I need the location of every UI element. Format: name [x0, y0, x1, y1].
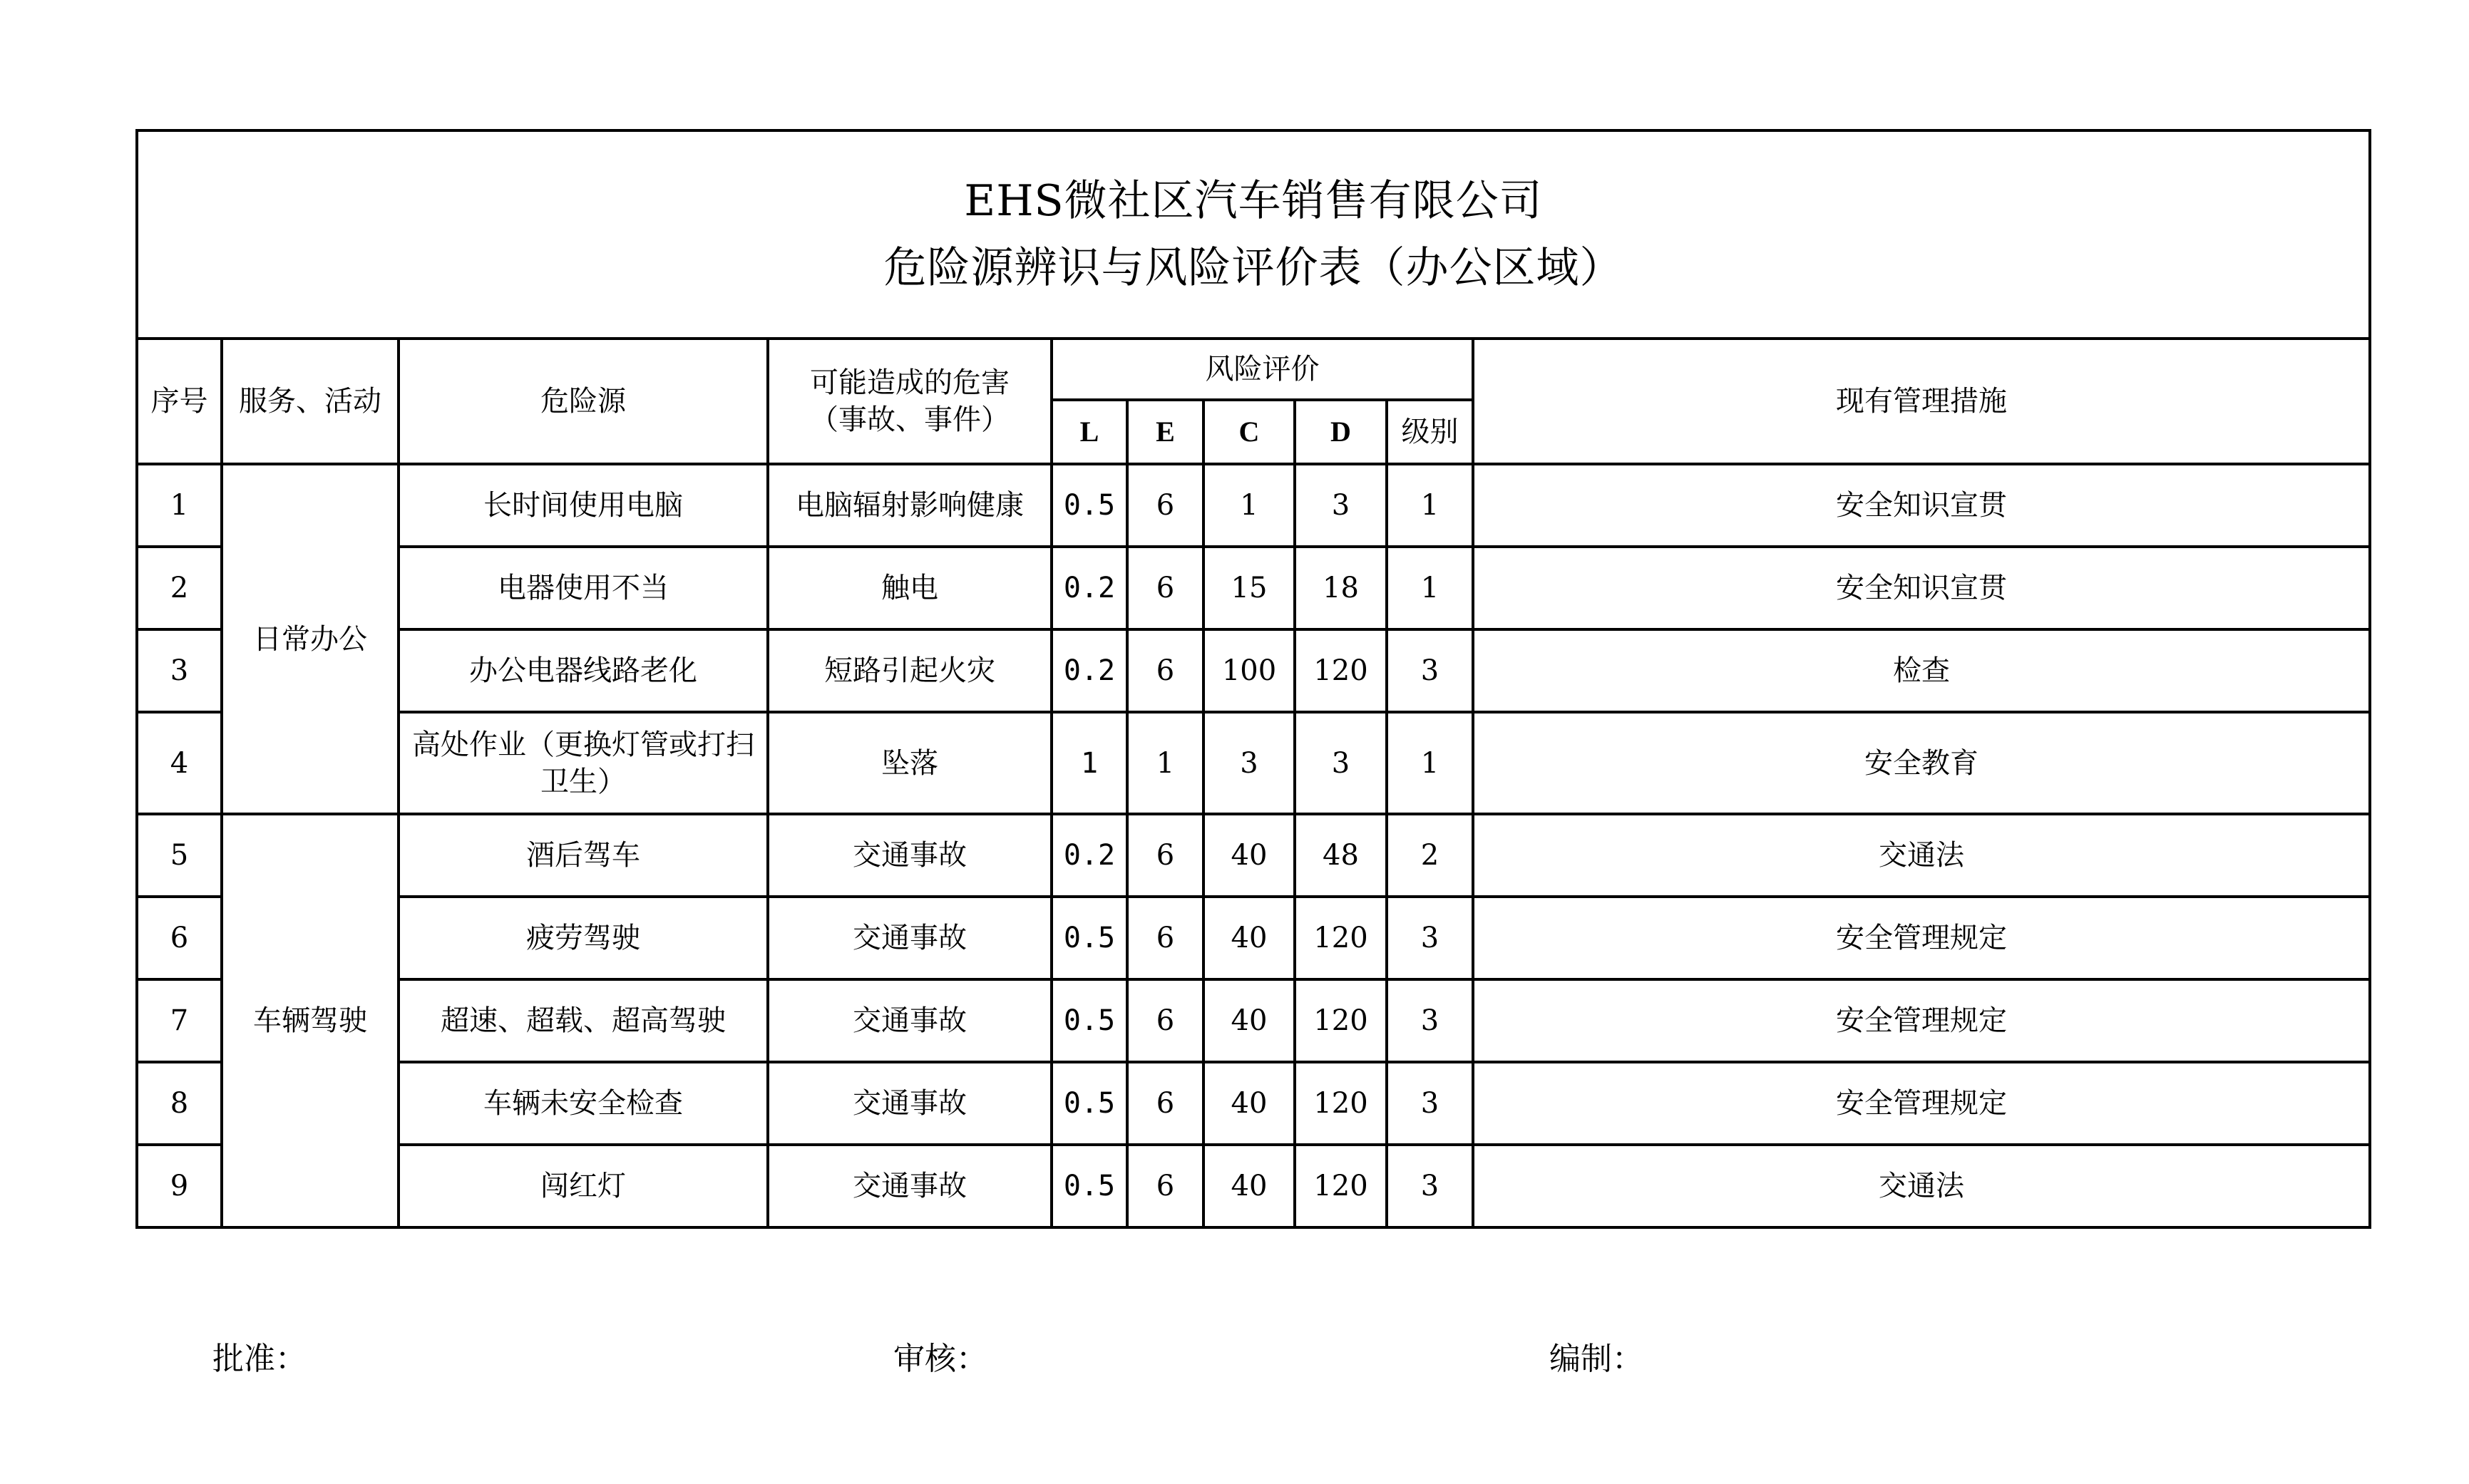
cell-seq: 9 [137, 1145, 222, 1227]
cell-l: 0.5 [1052, 979, 1127, 1062]
cell-level: 3 [1387, 1062, 1473, 1145]
cell-d: 120 [1295, 1062, 1387, 1145]
header-e: E [1127, 400, 1203, 464]
cell-level: 2 [1387, 814, 1473, 897]
cell-e: 6 [1127, 1062, 1203, 1145]
cell-measures: 检查 [1473, 629, 2370, 712]
header-measures: 现有管理措施 [1473, 339, 2370, 464]
cell-l: 0.2 [1052, 547, 1127, 629]
cell-hazard: 长时间使用电脑 [399, 464, 768, 547]
header-seq: 序号 [137, 339, 222, 464]
table-row [137, 464, 2370, 547]
cell-level: 1 [1387, 712, 1473, 814]
cell-e: 6 [1127, 629, 1203, 712]
cell-c: 1 [1203, 464, 1295, 547]
cell-c: 40 [1203, 1145, 1295, 1227]
cell-measures: 安全管理规定 [1473, 1062, 2370, 1145]
cell-seq: 7 [137, 979, 222, 1062]
cell-seq: 1 [137, 464, 222, 547]
cell-d: 48 [1295, 814, 1387, 897]
cell-seq: 4 [137, 712, 222, 814]
cell-l: 0.2 [1052, 629, 1127, 712]
cell-seq: 8 [137, 1062, 222, 1145]
cell-level: 3 [1387, 979, 1473, 1062]
cell-measures: 安全知识宣贯 [1473, 547, 2370, 629]
cell-d: 120 [1295, 897, 1387, 979]
cell-level: 3 [1387, 1145, 1473, 1227]
cell-l: 1 [1052, 712, 1127, 814]
table-row [137, 897, 2370, 979]
header-activity: 服务、活动 [222, 339, 399, 464]
cell-d: 3 [1295, 464, 1387, 547]
cell-harm: 电脑辐射影响健康 [768, 464, 1052, 547]
cell-c: 40 [1203, 979, 1295, 1062]
risk-table [135, 129, 2371, 1229]
cell-e: 6 [1127, 814, 1203, 897]
cell-measures: 安全教育 [1473, 712, 2370, 814]
cell-c: 40 [1203, 897, 1295, 979]
cell-c: 100 [1203, 629, 1295, 712]
cell-hazard: 酒后驾车 [399, 814, 768, 897]
risk-sheet [135, 129, 2371, 1229]
cell-measures: 安全管理规定 [1473, 897, 2370, 979]
footer-approve: 批准： [212, 1341, 307, 1377]
cell-c: 40 [1203, 1062, 1295, 1145]
header-harm-line1: 可能造成的危害 [810, 366, 1010, 399]
table-row [137, 547, 2370, 629]
cell-e: 6 [1127, 547, 1203, 629]
table-title [137, 130, 2370, 339]
cell-e: 6 [1127, 979, 1203, 1062]
cell-seq: 2 [137, 547, 222, 629]
cell-seq: 5 [137, 814, 222, 897]
header-level: 级别 [1387, 400, 1473, 464]
header-hazard: 危险源 [399, 339, 768, 464]
cell-e: 6 [1127, 464, 1203, 547]
cell-c: 40 [1203, 814, 1295, 897]
cell-harm: 交通事故 [768, 1145, 1052, 1227]
cell-level: 3 [1387, 897, 1473, 979]
cell-level: 3 [1387, 629, 1473, 712]
table-row [137, 1145, 2370, 1227]
header-risk-eval: 风险评价 [1052, 339, 1473, 400]
cell-l: 0.5 [1052, 464, 1127, 547]
cell-l: 0.5 [1052, 897, 1127, 979]
cell-c: 3 [1203, 712, 1295, 814]
cell-harm: 交通事故 [768, 979, 1052, 1062]
cell-hazard: 疲劳驾驶 [399, 897, 768, 979]
header-l: L [1052, 400, 1127, 464]
cell-d: 120 [1295, 629, 1387, 712]
cell-seq: 3 [137, 629, 222, 712]
cell-d: 3 [1295, 712, 1387, 814]
cell-d: 120 [1295, 1145, 1387, 1227]
cell-harm: 触电 [768, 547, 1052, 629]
header-c: C [1203, 400, 1295, 464]
cell-l: 0.2 [1052, 814, 1127, 897]
cell-hazard: 办公电器线路老化 [399, 629, 768, 712]
cell-e: 6 [1127, 897, 1203, 979]
header-harm [768, 339, 1052, 464]
cell-measures: 安全知识宣贯 [1473, 464, 2370, 547]
company-title: EHS微社区汽车销售有限公司 [964, 176, 1543, 226]
cell-harm: 短路引起火灾 [768, 629, 1052, 712]
footer-review: 审核： [893, 1341, 987, 1377]
cell-d: 18 [1295, 547, 1387, 629]
table-row [137, 712, 2370, 814]
table-row [137, 979, 2370, 1062]
cell-harm: 交通事故 [768, 1062, 1052, 1145]
cell-e: 6 [1127, 1145, 1203, 1227]
cell-harm: 坠落 [768, 712, 1052, 814]
cell-hazard: 电器使用不当 [399, 547, 768, 629]
header-harm-line2: （事故、事件） [810, 403, 1010, 436]
cell-l: 0.5 [1052, 1145, 1127, 1227]
table-row [137, 629, 2370, 712]
cell-measures: 交通法 [1473, 1145, 2370, 1227]
table-row [137, 814, 2370, 897]
cell-hazard: 车辆未安全检查 [399, 1062, 768, 1145]
sheet-title: 危险源辨识与风险评价表（办公区域） [883, 243, 1623, 293]
cell-measures: 安全管理规定 [1473, 979, 2370, 1062]
cell-activity: 车辆驾驶 [222, 814, 399, 1227]
cell-hazard: 高处作业（更换灯管或打扫卫生） [399, 712, 768, 814]
cell-measures: 交通法 [1473, 814, 2370, 897]
cell-seq: 6 [137, 897, 222, 979]
cell-e: 1 [1127, 712, 1203, 814]
cell-d: 120 [1295, 979, 1387, 1062]
cell-l: 0.5 [1052, 1062, 1127, 1145]
cell-activity: 日常办公 [222, 464, 399, 814]
cell-c: 15 [1203, 547, 1295, 629]
cell-level: 1 [1387, 464, 1473, 547]
cell-level: 1 [1387, 547, 1473, 629]
header-d: D [1295, 400, 1387, 464]
cell-harm: 交通事故 [768, 814, 1052, 897]
table-row [137, 1062, 2370, 1145]
cell-hazard: 闯红灯 [399, 1145, 768, 1227]
cell-hazard: 超速、超载、超高驾驶 [399, 979, 768, 1062]
footer-prepare: 编制： [1549, 1341, 1643, 1377]
cell-harm: 交通事故 [768, 897, 1052, 979]
